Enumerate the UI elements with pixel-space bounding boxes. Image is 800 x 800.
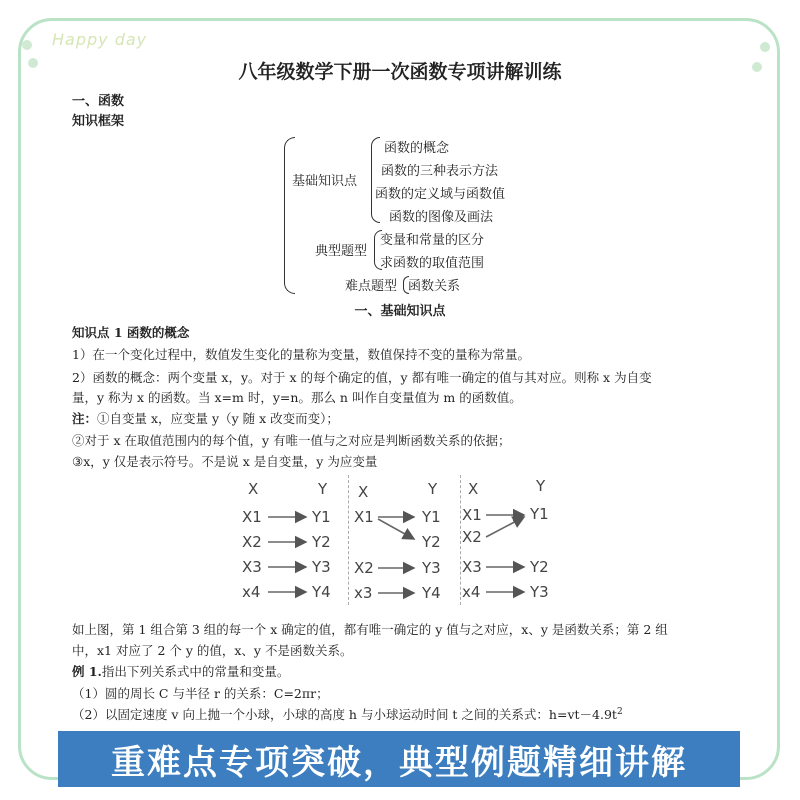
y-label: Y2 (530, 558, 549, 576)
example-line (72, 662, 289, 680)
example-item (72, 705, 623, 723)
y-label: Y3 (422, 559, 441, 577)
group-separator (460, 475, 461, 605)
leaf-decoration-icon (760, 42, 770, 52)
tree-item: 函数的三种表示方法 (381, 164, 499, 179)
note-line (72, 409, 339, 427)
framework-heading: 知识框架 (72, 114, 125, 129)
knowledge-point-heading: 知识点 1 函数的概念 (72, 325, 190, 340)
tree-item: 函数的定义域与函数值 (375, 187, 506, 202)
paragraph: 中，x1 对应了 2 个 y 的值，x、y 不是函数关系。 (72, 643, 353, 658)
x-label: X3 (462, 558, 482, 576)
x-label: X1 (462, 506, 482, 524)
promo-banner (58, 731, 740, 787)
x-label: x3 (354, 584, 373, 602)
y-label: Y1 (422, 508, 441, 526)
outer-brace (284, 137, 295, 294)
x-label: X2 (462, 528, 482, 546)
group-separator (348, 475, 349, 605)
y-label: Y1 (312, 508, 331, 526)
tree-item: 函数关系 (408, 279, 461, 294)
note-text: ①自变量 x，应变量 y（y 随 x 改变而变）； (97, 411, 339, 426)
y-label: Y4 (422, 584, 441, 602)
y-head-label: Y (536, 477, 546, 495)
mapping-arrows (238, 475, 558, 610)
paragraph: 1）在一个变化过程中，数值发生变化的量称为变量，数值保持不变的量称为常量。 (72, 347, 530, 362)
y-head-label: Y (428, 480, 438, 498)
leaf-decoration-icon (22, 40, 32, 50)
page-title: 八年级数学下册一次函数专项讲解训练 (238, 61, 562, 83)
x-label: x4 (462, 583, 481, 601)
x-head-label: X (468, 480, 479, 498)
decorative-logo-text: Happy day (52, 30, 148, 49)
paragraph: 2）函数的概念：两个变量 x，y。对于 x 的每个确定的值，y 都有唯一确定的值与其对应。则称 x 为自变 (72, 370, 652, 385)
paragraph: 量，y 称为 x 的函数。当 x=m 时，y=n。那么 n 叫作自变量值为 m 的函数值。 (72, 390, 522, 405)
x-head-label: X (358, 483, 369, 501)
exponent: 2 (616, 706, 623, 717)
x-label: x4 (242, 583, 261, 601)
example-item: （1）圆的周长 C 与半径 r 的关系：C=2πr； (72, 686, 329, 701)
y-label: Y3 (530, 583, 549, 601)
tree-group-label: 基础知识点 (292, 174, 358, 189)
note-line: ③x，y 仅是表示符号。不是说 x 是自变量，y 为应变量 (72, 454, 378, 469)
y-label: Y2 (422, 533, 441, 551)
x-label: X3 (242, 558, 262, 576)
x-label: X2 (354, 559, 374, 577)
tree-item: 变量和常量的区分 (380, 233, 485, 248)
group-brace (371, 137, 380, 223)
banner-text: 重难点专项突破，典型例题精细讲解 (111, 742, 687, 783)
example-item-text: （2）以固定速度 v 向上抛一个小球，小球的高度 h 与小球运动时间 t 之间的关系式：h=vt－4.9t (72, 707, 617, 722)
y-label: Y3 (312, 558, 331, 576)
tree-group-label: 典型题型 (315, 244, 368, 259)
mapping-diagram (238, 475, 558, 610)
mapping-arrow (378, 519, 414, 539)
tree-group-label: 难点题型 (345, 279, 398, 294)
basic-knowledge-heading: 一、基础知识点 (354, 304, 446, 319)
x-label: X2 (242, 533, 262, 551)
y-label: Y4 (312, 583, 331, 601)
section-heading: 一、函数 (72, 94, 125, 109)
paragraph: 如上图，第 1 组合第 3 组的每一个 x 确定的值，都有唯一确定的 y 值与之对应，x、y 是函数关系；第 2 组 (72, 622, 668, 637)
y-label: Y1 (530, 505, 549, 523)
note-line: ②对于 x 在取值范围内的每个值，y 有唯一值与之对应是判断函数关系的依据； (72, 433, 511, 448)
y-label: Y2 (312, 533, 331, 551)
note-label: 注： (72, 411, 98, 426)
x-label: X1 (242, 508, 262, 526)
y-head-label: Y (318, 480, 328, 498)
tree-item: 函数的概念 (384, 141, 450, 156)
tree-item: 函数的图像及画法 (389, 210, 494, 225)
mapping-arrow (486, 517, 524, 537)
tree-item: 求函数的取值范围 (380, 256, 485, 271)
example-label: 例 1. (72, 664, 102, 679)
example-text: 指出下列关系式中的常量和变量。 (101, 664, 290, 679)
x-head-label: X (248, 480, 259, 498)
x-label: X1 (354, 508, 374, 526)
